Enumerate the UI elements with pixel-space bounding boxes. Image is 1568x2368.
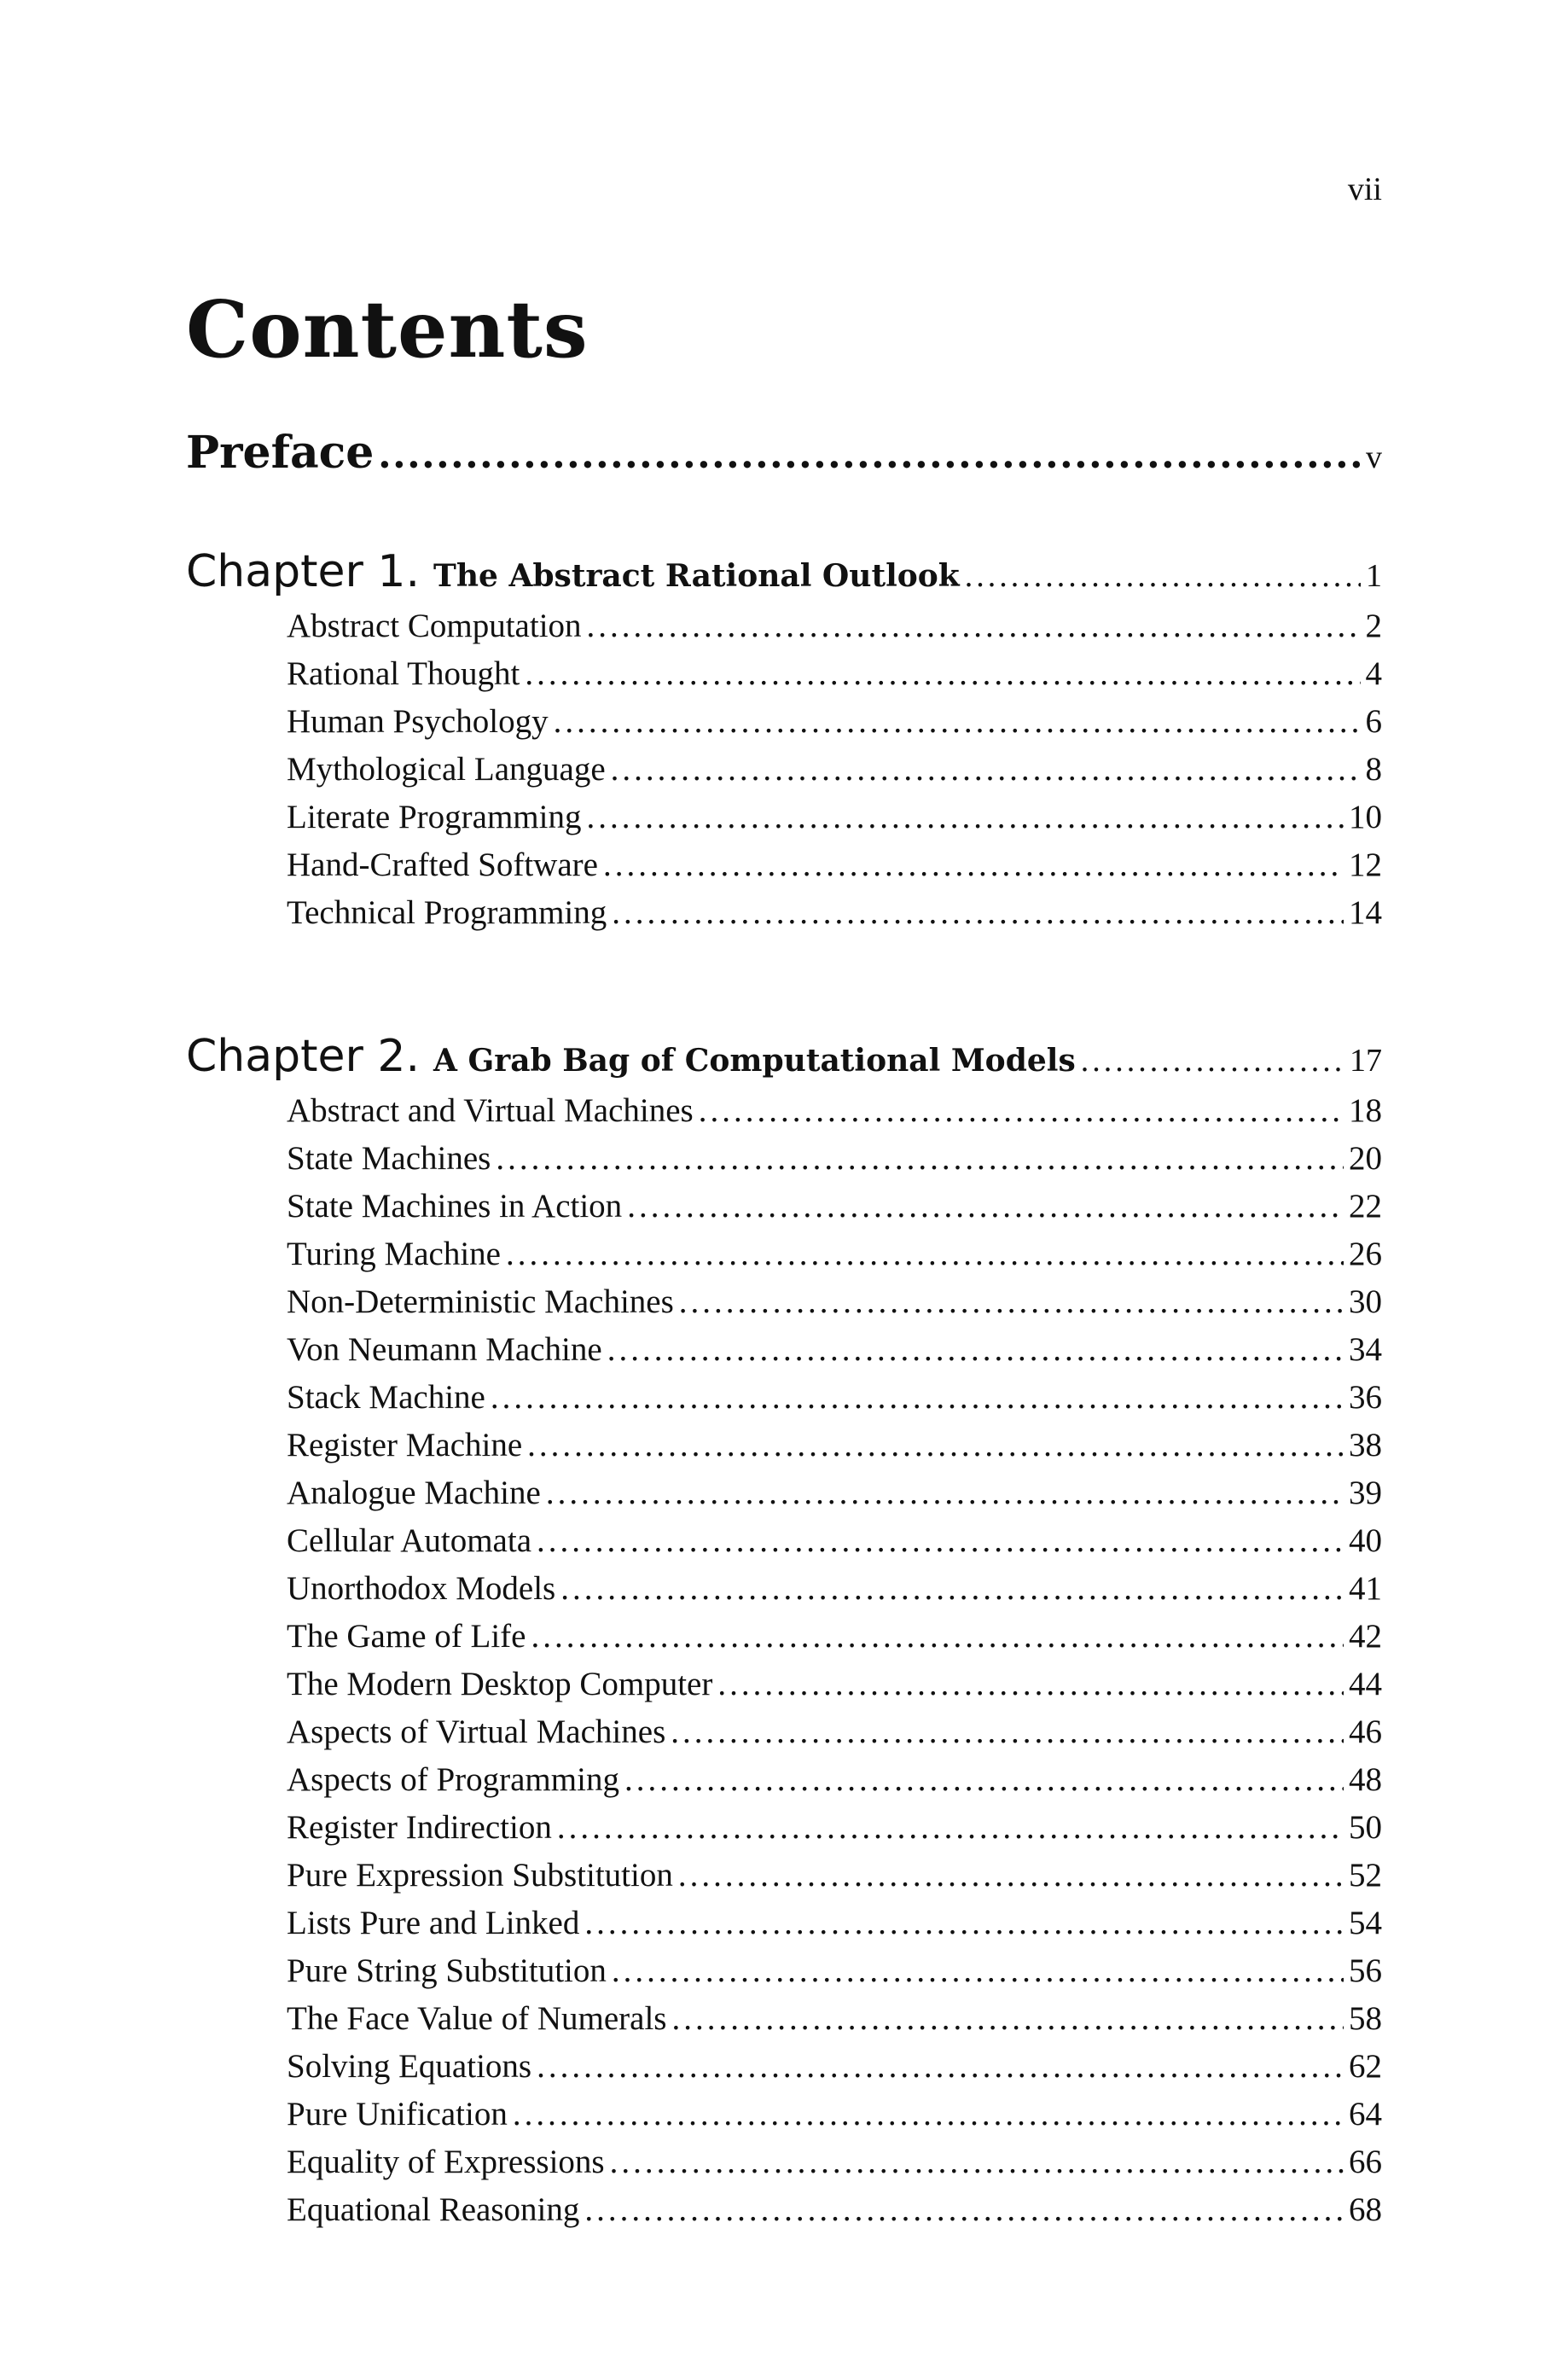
- toc-entry[interactable]: [287, 1087, 1382, 1135]
- toc-entry[interactable]: [287, 746, 1382, 794]
- dot-leader: [603, 841, 1344, 889]
- toc-entry-page: 6: [1365, 703, 1382, 740]
- chapter-page: 1: [1366, 558, 1382, 594]
- toc-entry[interactable]: [287, 1374, 1382, 1422]
- toc-entry-page: 8: [1365, 751, 1382, 788]
- dot-leader: [612, 889, 1344, 937]
- toc-entry-label: Solving Equations: [287, 2048, 532, 2085]
- dot-leader: [554, 698, 1361, 746]
- dot-leader: [527, 1422, 1344, 1469]
- toc-entry[interactable]: [287, 1565, 1382, 1613]
- toc-entry-page: 2: [1365, 608, 1382, 644]
- toc-entry-page: 26: [1349, 1236, 1382, 1272]
- dot-leader: [678, 1852, 1344, 1900]
- toc-entry-page: 20: [1349, 1140, 1382, 1177]
- toc-entry-label: Equality of Expressions: [287, 2144, 605, 2180]
- toc-entry-page: 10: [1349, 799, 1382, 835]
- dot-leader: [699, 1087, 1344, 1135]
- dot-leader: [379, 428, 1361, 479]
- toc-entry[interactable]: [287, 1900, 1382, 1947]
- toc-entry-page: 34: [1349, 1331, 1382, 1368]
- toc-entry[interactable]: [287, 1422, 1382, 1469]
- chapter-heading: [186, 546, 960, 597]
- dot-leader: [1081, 1042, 1344, 1079]
- dot-leader: [624, 1756, 1344, 1804]
- toc-entry-label: Aspects of Virtual Machines: [287, 1713, 666, 1750]
- toc-entry-label: Lists Pure and Linked: [287, 1905, 580, 1941]
- chapter-heading: [186, 1031, 1076, 1082]
- toc-entry[interactable]: [287, 1708, 1382, 1756]
- dot-leader: [671, 1995, 1344, 2043]
- toc-entry[interactable]: [287, 1326, 1382, 1374]
- dot-leader: [584, 1900, 1344, 1947]
- toc-entry-label: Mythological Language: [287, 751, 606, 788]
- chapter-list: [186, 546, 1382, 2234]
- toc-entry-page: 54: [1349, 1905, 1382, 1941]
- toc-entry[interactable]: [287, 1756, 1382, 1804]
- dot-leader: [531, 1613, 1344, 1661]
- toc-entry-page: 48: [1349, 1761, 1382, 1798]
- dot-leader: [546, 1469, 1344, 1517]
- toc-entry[interactable]: [287, 698, 1382, 746]
- chapter-title: The Abstract Rational Outlook: [433, 558, 960, 594]
- toc-entry-page: 38: [1349, 1427, 1382, 1463]
- toc-entry-label: Aspects of Programming: [287, 1761, 619, 1798]
- toc-entry-label: Pure Unification: [287, 2096, 508, 2132]
- dot-leader: [584, 2186, 1344, 2234]
- toc-entry-page: 18: [1349, 1092, 1382, 1129]
- dot-leader: [679, 1278, 1344, 1326]
- dot-leader: [611, 746, 1361, 794]
- preface-page: v: [1366, 439, 1382, 475]
- dot-leader: [560, 1565, 1344, 1613]
- dot-leader: [513, 2091, 1344, 2138]
- toc-entry-page: 14: [1349, 894, 1382, 931]
- dot-leader: [965, 557, 1361, 595]
- toc-entry[interactable]: [287, 1517, 1382, 1565]
- page-number: vii: [1347, 172, 1382, 207]
- toc-entry-label: Analogue Machine: [287, 1475, 541, 1511]
- toc-entry-page: 44: [1349, 1666, 1382, 1702]
- toc-entry-page: 22: [1349, 1188, 1382, 1225]
- toc-entry-page: 4: [1365, 655, 1382, 692]
- toc-entry-page: 40: [1349, 1522, 1382, 1559]
- page-title: Contents: [186, 283, 589, 375]
- toc-entry-label: Unorthodox Models: [287, 1570, 556, 1607]
- toc-entry[interactable]: [287, 2043, 1382, 2091]
- toc-entry-page: 62: [1349, 2048, 1382, 2085]
- toc-entry-page: 68: [1349, 2191, 1382, 2228]
- toc-entry-page: 46: [1349, 1713, 1382, 1750]
- toc-entry[interactable]: [287, 1613, 1382, 1661]
- toc-entry[interactable]: [287, 2091, 1382, 2138]
- toc-chapter-2[interactable]: [186, 1031, 1382, 1087]
- toc-entry-page: 41: [1349, 1570, 1382, 1607]
- toc-entry-label: Pure String Substitution: [287, 1952, 607, 1989]
- toc-entry-label: State Machines: [287, 1140, 491, 1177]
- dot-leader: [717, 1661, 1344, 1708]
- dot-leader: [537, 2043, 1344, 2091]
- toc-entry-page: 52: [1349, 1857, 1382, 1894]
- toc-entry-label: Abstract Computation: [287, 608, 582, 644]
- dot-leader: [586, 794, 1344, 841]
- toc-entry-page: 56: [1349, 1952, 1382, 1989]
- toc-entry[interactable]: [287, 794, 1382, 841]
- dot-leader: [671, 1708, 1344, 1756]
- chapter-title: A Grab Bag of Computational Models: [433, 1043, 1076, 1079]
- dot-leader: [496, 1135, 1344, 1183]
- table-of-contents: [186, 427, 1382, 2234]
- toc-entry[interactable]: [287, 1183, 1382, 1231]
- dot-leader: [587, 602, 1361, 650]
- toc-entry-label: The Game of Life: [287, 1618, 526, 1655]
- toc-chapter-1[interactable]: [186, 546, 1382, 602]
- toc-entry-label: Abstract and Virtual Machines: [287, 1092, 694, 1129]
- toc-entry-page: 64: [1349, 2096, 1382, 2132]
- toc-entry[interactable]: [287, 1947, 1382, 1995]
- toc-entry-label: Non-Deterministic Machines: [287, 1283, 674, 1320]
- toc-entry-page: 12: [1349, 847, 1382, 883]
- toc-entry-label: The Modern Desktop Computer: [287, 1666, 713, 1702]
- chapter-prefix: Chapter 1.: [186, 546, 421, 597]
- preface-label: Preface: [186, 427, 375, 479]
- toc-entry-page: 30: [1349, 1283, 1382, 1320]
- toc-entry-label: Cellular Automata: [287, 1522, 532, 1559]
- toc-entry-label: Technical Programming: [287, 894, 607, 931]
- chapter-prefix: Chapter 2.: [186, 1031, 421, 1082]
- toc-entry[interactable]: [287, 1661, 1382, 1708]
- dot-leader: [612, 1947, 1344, 1995]
- toc-entry[interactable]: [287, 1135, 1382, 1183]
- dot-leader: [607, 1326, 1344, 1374]
- toc-entry-label: State Machines in Action: [287, 1188, 623, 1225]
- toc-entry[interactable]: [287, 889, 1382, 937]
- toc-entry[interactable]: [287, 2186, 1382, 2234]
- toc-entry[interactable]: [287, 1852, 1382, 1900]
- dot-leader: [610, 2138, 1344, 2186]
- toc-entry[interactable]: [287, 650, 1382, 698]
- toc-entry[interactable]: [287, 602, 1382, 650]
- toc-entry-label: The Face Value of Numerals: [287, 2000, 667, 2037]
- toc-entry[interactable]: [287, 1995, 1382, 2043]
- toc-entry[interactable]: [287, 2138, 1382, 2186]
- toc-entry[interactable]: [287, 1804, 1382, 1852]
- toc-entry-label: Human Psychology: [287, 703, 549, 740]
- toc-entry-preface[interactable]: [186, 427, 1382, 490]
- toc-entry-label: Turing Machine: [287, 1236, 501, 1272]
- dot-leader: [506, 1231, 1344, 1278]
- toc-entry-page: 50: [1349, 1809, 1382, 1846]
- toc-entry[interactable]: [287, 841, 1382, 889]
- dot-leader: [627, 1183, 1344, 1231]
- toc-entry-page: 42: [1349, 1618, 1382, 1655]
- chapter-page: 17: [1350, 1043, 1382, 1079]
- toc-entry-label: Register Machine: [287, 1427, 523, 1463]
- toc-entry-label: Hand-Crafted Software: [287, 847, 598, 883]
- toc-entry-label: Von Neumann Machine: [287, 1331, 602, 1368]
- toc-entry-label: Equational Reasoning: [287, 2191, 580, 2228]
- dot-leader: [525, 650, 1360, 698]
- toc-entry-label: Register Indirection: [287, 1809, 552, 1846]
- toc-entry[interactable]: [287, 1231, 1382, 1278]
- toc-entry-label: Stack Machine: [287, 1379, 485, 1416]
- toc-entry-page: 66: [1349, 2144, 1382, 2180]
- toc-entry-page: 36: [1349, 1379, 1382, 1416]
- toc-entry-label: Literate Programming: [287, 799, 582, 835]
- toc-entry-page: 58: [1349, 2000, 1382, 2037]
- toc-entry[interactable]: [287, 1469, 1382, 1517]
- dot-leader: [491, 1374, 1344, 1422]
- dot-leader: [537, 1517, 1344, 1565]
- toc-entry[interactable]: [287, 1278, 1382, 1326]
- toc-entry-label: Pure Expression Substitution: [287, 1857, 673, 1894]
- dot-leader: [557, 1804, 1344, 1852]
- toc-entry-label: Rational Thought: [287, 655, 520, 692]
- toc-entry-page: 39: [1349, 1475, 1382, 1511]
